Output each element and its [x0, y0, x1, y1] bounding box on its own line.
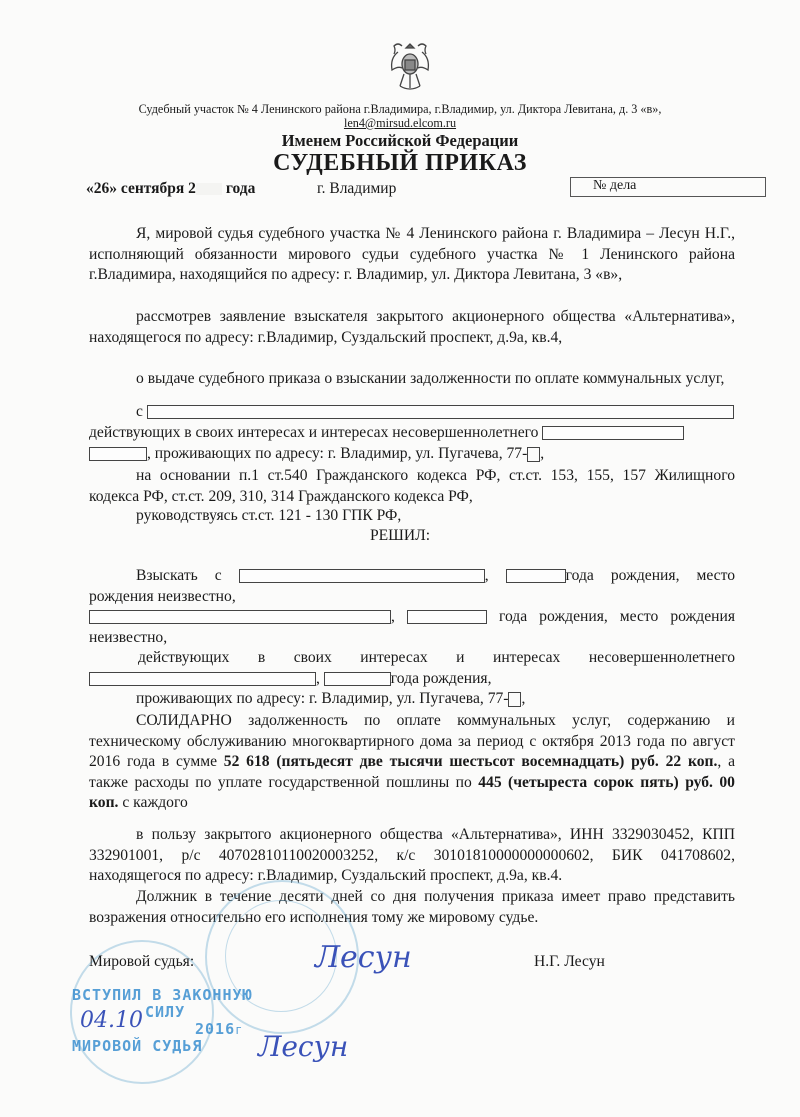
- court-address: Судебный участок № 4 Ленинского района г.Владимира, г.Владимир, ул. Диктора Левитана, д. 3 «в»,: [138, 102, 662, 116]
- redacted-apartment: [527, 447, 540, 462]
- redacted-debtor-2-name: [89, 610, 391, 624]
- unknown-line-1: рождения неизвестно,: [89, 588, 236, 605]
- redacted-minor-name: [542, 426, 684, 440]
- claim-paragraph: рассмотрев заявление взыскателя закрытого акционерного общества «Альтернатива», находящегося по адресу: г.Владимир, Суздальский проспект, д.9а, кв.4,: [89, 308, 735, 346]
- collect-prefix: Взыскать с: [136, 567, 222, 584]
- case-number-label: № дела: [593, 178, 637, 193]
- stamp-legal-force-line2: СИЛУ: [145, 1003, 186, 1021]
- acting-line: [89, 424, 684, 442]
- solidary-text-1: СОЛИДАРНО задолженность по оплате коммунальных услуг, содержанию и техническому обслуживанию многоквартирного дома за период с октября 2013 года по август 2016 года в сумме: [89, 712, 735, 771]
- case-number-field: [570, 177, 766, 197]
- date-prefix: «26» сентября 2: [86, 180, 196, 197]
- redacted-minor-birth: [324, 672, 391, 686]
- order-city: г. Владимир: [317, 180, 397, 197]
- unknown-line-2: неизвестно,: [89, 629, 168, 646]
- beneficiary-paragraph: в пользу закрытого акционерного общества «Альтернатива», ИНН 3329030452, КПП 332901001, р/с 40702810110020003252, к/с 30101810000000000602, БИК 041708602, находящегося по адресу: г.Владимир, Суздальский проспект, д.9а, кв.4.: [89, 826, 735, 885]
- stamp-year-suffix: г: [235, 1023, 244, 1037]
- page-title: СУДЕБНЫЙ ПРИКАЗ: [273, 150, 527, 176]
- debtor-2-line: , года рождения, место рождения: [89, 608, 735, 626]
- redacted-debtor-1-birth: [506, 569, 566, 583]
- redacted-debtor-names: [147, 405, 734, 419]
- debtor-prefix: с: [136, 403, 143, 420]
- fee-amount: 445 (четыреста сорок пять) руб. 00 коп.: [89, 773, 735, 812]
- residing-text-2: проживающих по адресу: г. Владимир, ул. Пугачева, 77-: [136, 690, 509, 707]
- judge-signature: Лесун: [315, 940, 412, 975]
- collect-line: Взыскать с , года рождения, место: [89, 567, 735, 585]
- stamp-year-value: 2016: [195, 1020, 236, 1038]
- redacted-debtor-1-name: [239, 569, 485, 583]
- signature-label: Мировой судья:: [89, 953, 195, 970]
- coat-of-arms-icon: [384, 38, 436, 94]
- minor-line: , года рождения,: [89, 670, 492, 688]
- order-date: [86, 180, 255, 198]
- request-paragraph: о выдаче судебного приказа о взыскании задолженности по оплате коммунальных услуг,: [136, 370, 725, 387]
- birth-text-1: года рождения, место: [565, 567, 735, 584]
- debt-amount: 52 618 (пятьдесят две тысячи шестьсот восемнадцать) руб. 22 коп.: [223, 753, 718, 771]
- date-suffix: года: [225, 180, 256, 197]
- debtor-line: [136, 403, 734, 421]
- birth-text-2: года рождения, место рождения: [498, 608, 736, 625]
- redacted-minor-name-2: [89, 672, 316, 686]
- court-email-line: [0, 116, 800, 131]
- acting-line-2: действующих в своих интересах и интересах несовершеннолетнего: [138, 649, 735, 666]
- stamp-year: [195, 1020, 243, 1038]
- redacted-minor-name-cont: [89, 447, 147, 461]
- redacted-debtor-2-birth: [407, 610, 487, 624]
- stamp-legal-force-line4: МИРОВОЙ СУДЬЯ: [72, 1037, 203, 1055]
- solidary-text-2: , а также расходы по уплате государственной пошлины по: [89, 753, 735, 791]
- acting-text: действующих в своих интересах и интересах несовершеннолетнего: [89, 424, 539, 441]
- solidary-text-3: с каждого: [118, 794, 188, 812]
- redacted-year: [196, 183, 222, 195]
- stamp-date-handwritten: 04.10: [80, 1008, 143, 1033]
- residing-line-2: проживающих по адресу: г. Владимир, ул. Пугачева, 77- ,: [136, 690, 526, 707]
- court-email-link[interactable]: len4@mirsud.elcom.ru: [343, 116, 457, 130]
- legal-basis-paragraph: на основании п.1 ст.540 Гражданского кодекса РФ, ст.ст. 153, 155, 157 Жилищного кодекса РФ, ст.ст. 209, 310, 314 Гражданского кодекса РФ,: [89, 467, 735, 505]
- residing-line: , проживающих по адресу: г. Владимир, ул. Пугачева, 77- ,: [89, 445, 544, 463]
- stamp-signature: Лесун: [258, 1030, 349, 1063]
- solidary-paragraph: [89, 711, 735, 814]
- guided-by-line: руководствуясь ст.ст. 121 - 130 ГПК РФ,: [136, 507, 402, 524]
- redacted-apartment-2: [508, 692, 521, 707]
- intro-judge-paragraph: Я, мировой судья судебного участка № 4 Ленинского района г. Владимира – Лесун Н.Г., исполняющий обязанности мирового судьи судебного участка № 1 Ленинского района г.Владимира, находящийся по адресу: г. Владимир, ул. Диктора Левитана, 3 «в»,: [89, 225, 735, 284]
- residing-text: , проживающих по адресу: г. Владимир, ул. Пугачева, 77-: [147, 445, 528, 462]
- birth-text-3: года рождения,: [390, 670, 492, 687]
- stamp-legal-force-line1: ВСТУПИЛ В ЗАКОННУЮ: [72, 986, 253, 1004]
- decided-heading: РЕШИЛ:: [369, 527, 431, 544]
- judge-name: Н.Г. Лесун: [534, 953, 605, 970]
- objection-paragraph: Должник в течение десяти дней со дня получения приказа имеет право представить возражения относительно его исполнения тому же мировому судье.: [89, 888, 735, 926]
- in-name-heading: Именем Российской Федерации: [281, 131, 519, 150]
